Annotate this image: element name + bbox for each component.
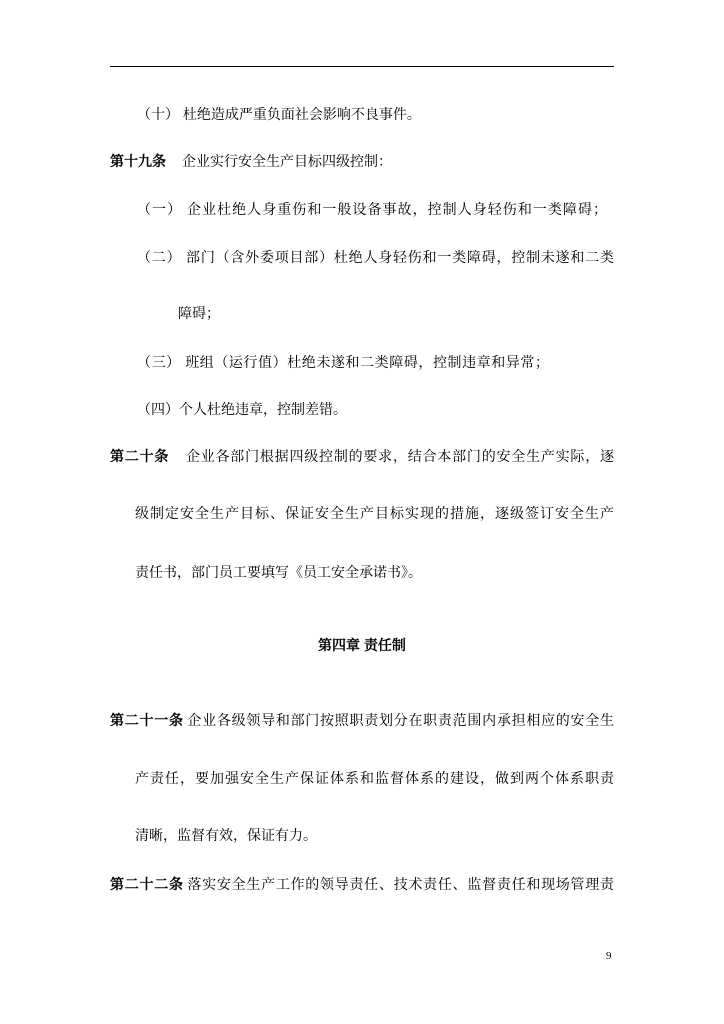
article-20-cont-2: 责任书，部门员工要填写《员工安全承诺书》。 [135,564,422,580]
article-label: 第二十二条 [110,876,184,892]
article-22 [110,875,614,893]
article-label: 第二十一条 [110,712,184,728]
item-1: （一） 企业杜绝人身重伤和一般设备事故，控制人身轻伤和一类障碍； [137,201,607,217]
item-2: （二） 部门（含外委项目部）杜绝人身轻伤和一类障碍，控制未遂和二类 [137,249,614,265]
header-rule [110,66,614,67]
item-3: （三） 班组（运行值）杜绝未遂和二类障碍，控制违章和异常； [137,354,549,370]
article-21-cont-2: 清晰，监督有效，保证有力。 [135,827,317,843]
chapter-title: 第四章 责任制 [318,637,406,653]
article-label: 第十九条 [110,153,166,169]
article-text: 企业实行安全生产目标四级控制： [182,153,392,169]
page-number: 9 [606,950,612,962]
article-20-cont-1: 级制定安全生产目标、保证安全生产目标实现的措施，逐级签订安全生产 [135,505,614,521]
article-text: 企业各级领导和部门按照职责划分在职责范围内承担相应的安全生 [186,712,615,728]
item-2-cont: 障碍； [178,305,220,321]
article-21-cont-1: 产责任，要加强安全生产保证体系和监督体系的建设，做到两个体系职责 [135,770,614,786]
article-20 [110,447,614,465]
article-label: 第二十条 [110,448,170,464]
article-21 [110,711,614,729]
article-text: 落实安全生产工作的领导责任、技术责任、监督责任和现场管理责 [186,876,615,892]
article-text: 企业各部门根据四级控制的要求，结合本部门的安全生产实际，逐 [185,448,615,464]
item-4: （四）个人杜绝违章，控制差错。 [137,401,347,417]
article-19 [110,152,530,170]
item-10: （十） 杜绝造成严重负面社会影响不良事件。 [137,106,421,122]
